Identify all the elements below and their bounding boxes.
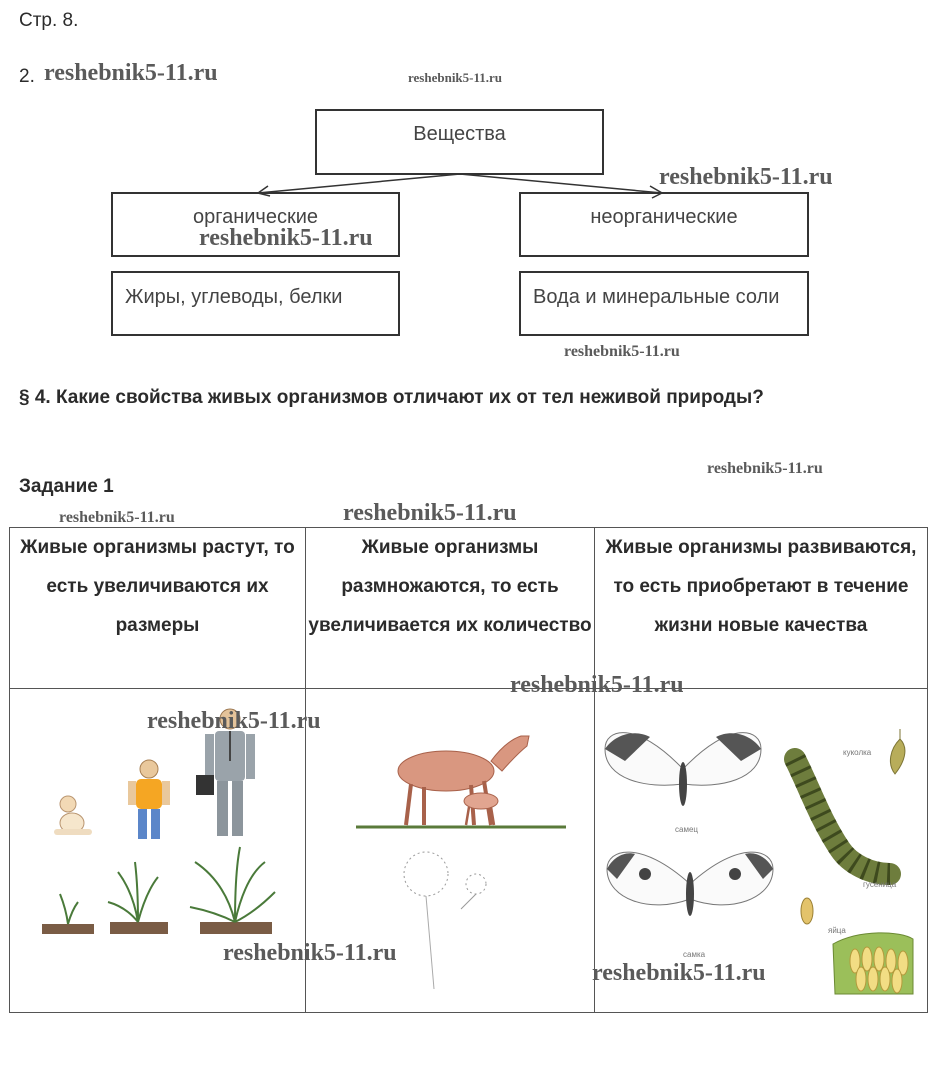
header-development: Живые организмы развиваются, то есть приобретают в течение жизни новые качества [595,528,928,689]
label-male: самец [675,825,698,834]
watermark: reshebnik5-11.ru [564,343,680,360]
label-caterpillar: гусеница [863,880,897,889]
table-header-row [10,528,928,689]
assignment-title: Задание 1 [19,476,114,497]
dandelion-seedhead [404,852,486,989]
table-image-row [10,689,928,1013]
butterfly-female [607,852,773,959]
diagram-inorganic-examples-box: Вода и минеральные соли [519,271,809,336]
label-pupa: куколка [843,748,872,757]
child-figure [128,760,170,839]
page-label: Стр. 8. [19,10,79,31]
diagram-inorganic-box: неорганические [519,192,809,257]
label-eggs: яйца [828,926,846,935]
butterfly-male [605,733,761,834]
watermark: reshebnik5-11.ru [147,708,321,734]
task-number: 2. [19,66,35,87]
properties-table [9,527,928,1013]
watermark: reshebnik5-11.ru [510,672,684,698]
watermark: reshebnik5-11.ru [199,225,373,251]
watermark: reshebnik5-11.ru [44,60,218,86]
baby-figure [54,796,92,835]
watermark: reshebnik5-11.ru [343,500,517,526]
watermark: reshebnik5-11.ru [592,960,766,986]
caterpillar [795,759,897,889]
watermark: reshebnik5-11.ru [707,460,823,477]
deer-with-fawn [356,736,566,827]
egg-cluster [828,926,913,994]
diagram-organic-examples-box: Жиры, углеводы, белки [111,271,400,336]
header-reproduction: Живые организмы размножаются, то есть увеличивается их количество [306,528,595,689]
label-female: самка [683,950,706,959]
watermark: reshebnik5-11.ru [408,70,503,85]
diagram-root-box: Вещества [315,109,604,175]
watermark: reshebnik5-11.ru [659,164,833,190]
growing-plants [42,847,275,934]
egg-closeup [801,898,813,924]
pupa [843,729,905,774]
diagram-organic-box: органические [111,192,400,257]
header-growth: Живые организмы растут, то есть увеличиваются их размеры [10,528,306,689]
section-question: § 4. Какие свойства живых организмов отличают их от тел неживой природы? [19,387,764,408]
watermark: reshebnik5-11.ru [223,940,397,966]
watermark: reshebnik5-11.ru [59,509,175,526]
